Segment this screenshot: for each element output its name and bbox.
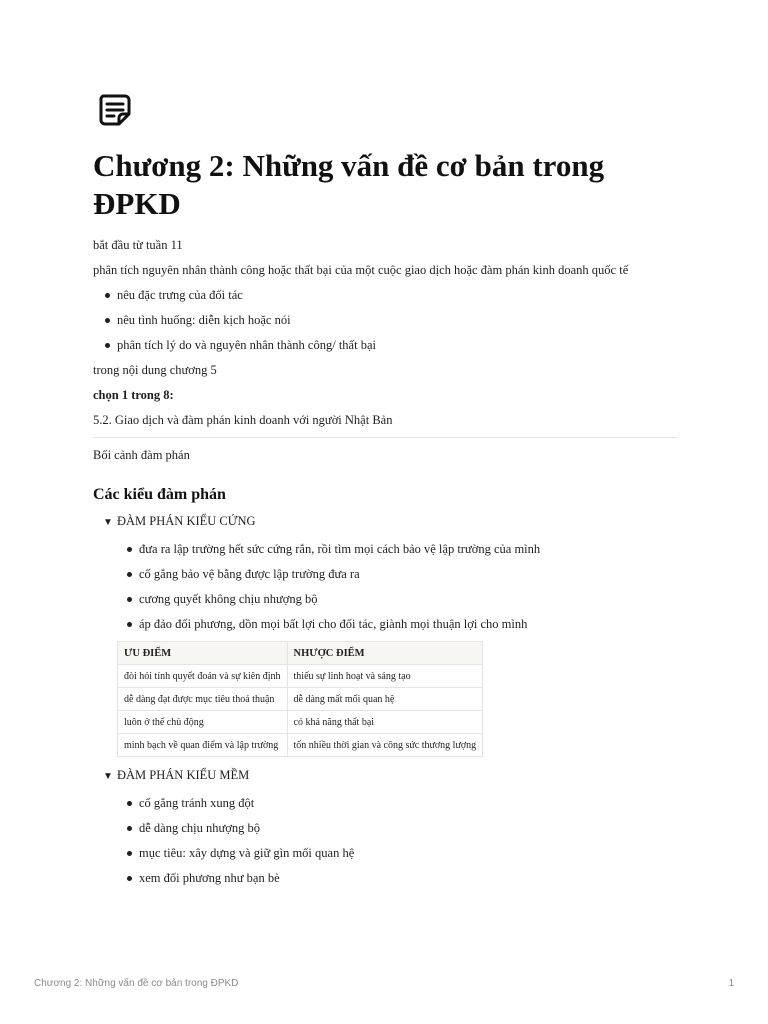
- list-item: dễ dàng chịu nhượng bộ: [139, 820, 677, 836]
- soft-bullet-list: [115, 795, 677, 886]
- footer-title: Chương 2: Những vấn đề cơ bản trong ĐPKD: [34, 978, 239, 989]
- toggle-triangle-icon[interactable]: ▼: [103, 517, 113, 528]
- toggle-soft-negotiation[interactable]: [103, 767, 677, 785]
- list-item: mục tiêu: xây dựng và giữ gìn mối quan hệ: [139, 845, 677, 861]
- divider: [93, 437, 677, 438]
- hard-bullet-list: [115, 541, 677, 632]
- table-header-pros: ƯU ĐIỂM: [118, 642, 288, 665]
- list-item: xem đối phương như bạn bè: [139, 870, 677, 886]
- table-header-row: [118, 642, 483, 665]
- context-paragraph: Bối cảnh đàm phán: [93, 448, 190, 462]
- intro-paragraph-topic: 5.2. Giao dịch và đàm phán kinh doanh với người Nhật Bản: [93, 413, 393, 427]
- list-item: đưa ra lập trường hết sức cứng rắn, rồi tìm mọi cách bảo vệ lập trường của mình: [139, 541, 677, 557]
- intro-paragraph-choose: chọn 1 trong 8:: [93, 388, 174, 402]
- toggle-soft-body: [115, 795, 677, 886]
- page-footer: [34, 978, 734, 989]
- pros-cons-table: [117, 641, 483, 757]
- toggle-hard-body: [115, 541, 677, 757]
- document-page: [93, 90, 677, 895]
- table-cell: có khả năng thất bại: [287, 711, 483, 734]
- table-cell: luôn ở thế chủ động: [118, 711, 288, 734]
- table-cell: dễ dàng đạt được mục tiêu thoả thuận: [118, 688, 288, 711]
- table-row: [118, 688, 483, 711]
- footer-page-number: 1: [728, 978, 734, 989]
- section-heading: Các kiểu đàm phán: [93, 486, 226, 503]
- table-cell: minh bạch về quan điểm và lập trường: [118, 734, 288, 757]
- intro-paragraph-task: phân tích nguyên nhân thành công hoặc thất bại của một cuộc giao dịch hoặc đàm phán kinh doanh quốc tế: [93, 263, 629, 277]
- table-row: [118, 665, 483, 688]
- toggle-triangle-icon[interactable]: ▼: [103, 771, 113, 782]
- toggle-hard-negotiation[interactable]: [103, 513, 677, 531]
- table-cell: tốn nhiều thời gian và công sức thương lượng: [287, 734, 483, 757]
- note-icon: [95, 90, 135, 130]
- toggle-label: ĐÀM PHÁN KIỂU CỨNG: [117, 514, 256, 528]
- list-item: nêu tình huống: diễn kịch hoặc nói: [117, 312, 677, 328]
- intro-bullet-list: [93, 287, 677, 353]
- table-cell: thiếu sự linh hoạt và sáng tạo: [287, 665, 483, 688]
- list-item: nêu đặc trưng của đối tác: [117, 287, 677, 303]
- page-title: Chương 2: Những vấn đề cơ bản trong ĐPKD: [93, 148, 605, 221]
- table-cell: dễ dàng mất mối quan hệ: [287, 688, 483, 711]
- list-item: áp đảo đối phương, dồn mọi bất lợi cho đối tác, giành mọi thuận lợi cho mình: [139, 616, 677, 632]
- table-cell: đòi hỏi tính quyết đoán và sự kiên định: [118, 665, 288, 688]
- list-item: cố gắng bảo vệ bằng được lập trường đưa ra: [139, 566, 677, 582]
- list-item: phân tích lý do và nguyên nhân thành công/ thất bại: [117, 337, 677, 353]
- table-header-cons: NHƯỢC ĐIỂM: [287, 642, 483, 665]
- intro-paragraph-start: bắt đầu từ tuần 11: [93, 238, 183, 252]
- table-row: [118, 711, 483, 734]
- intro-paragraph-chapter: trong nội dung chương 5: [93, 363, 217, 377]
- table-row: [118, 734, 483, 757]
- list-item: cương quyết không chịu nhượng bộ: [139, 591, 677, 607]
- toggle-label: ĐÀM PHÁN KIỂU MỀM: [117, 768, 250, 782]
- list-item: cố gắng tránh xung đột: [139, 795, 677, 811]
